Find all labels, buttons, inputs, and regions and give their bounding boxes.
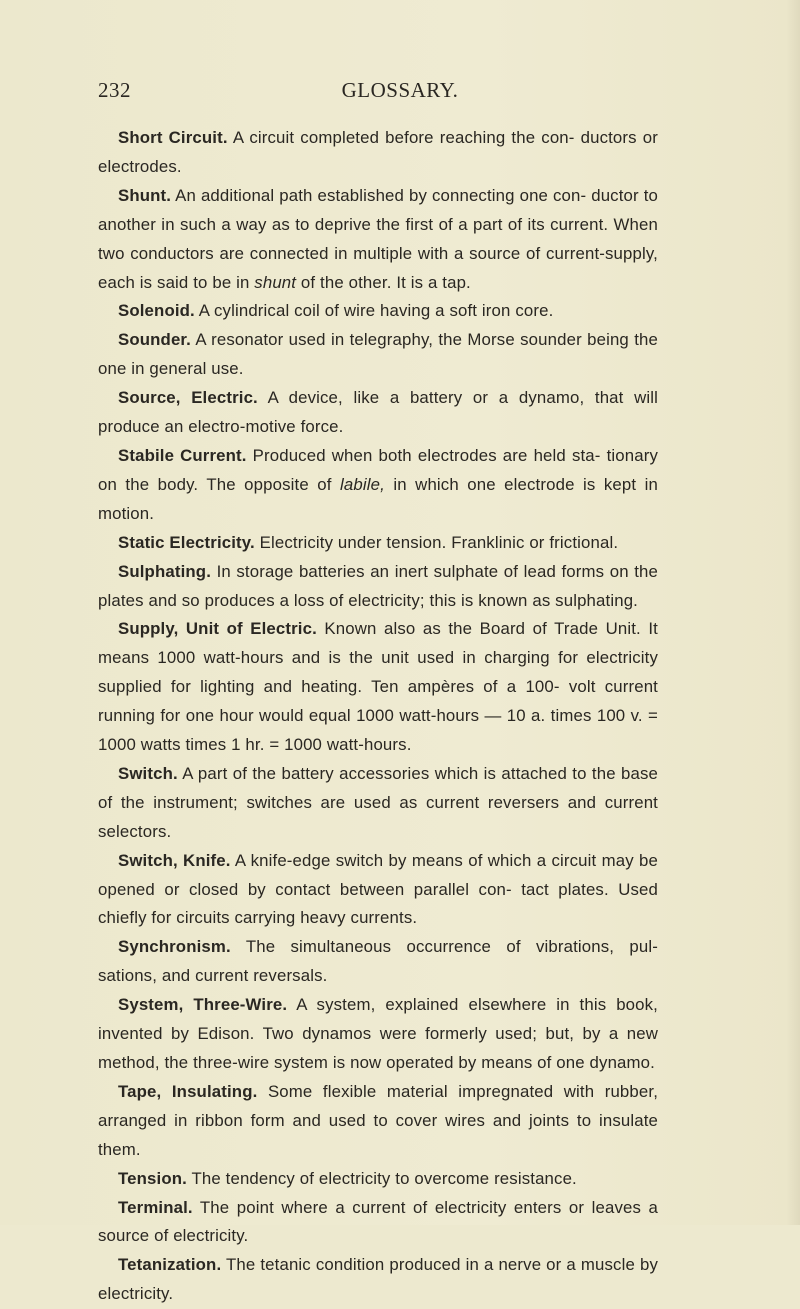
glossary-definition: The tetanic condition produced in a nerve or a muscle by electricity.	[98, 1255, 658, 1304]
italic-word: labile,	[340, 474, 385, 494]
glossary-term: Sulphating.	[118, 561, 212, 581]
glossary-definition: An additional path established by connecting one con- ductor to another in such a way as to deprive the first of a part of its current. When two conductors are connected in multiple with a source of current-supply, each is said to be in	[98, 185, 659, 292]
glossary-definition: A cylindrical coil of wire having a soft iron core.	[198, 301, 554, 321]
glossary-entry	[98, 1078, 658, 1165]
glossary-entry	[98, 124, 658, 182]
glossary-definition: A circuit completed before reaching the con- ductors or electrodes.	[98, 128, 658, 176]
glossary-term: Switch.	[118, 763, 178, 783]
glossary-entry	[98, 529, 658, 558]
glossary-term: Source, Electric.	[118, 388, 258, 408]
glossary-term: System, Three-Wire.	[118, 995, 288, 1015]
glossary-entry	[98, 1251, 658, 1309]
glossary-term: Supply, Unit of Electric.	[118, 619, 317, 639]
page-number: 232	[98, 78, 131, 102]
glossary-entry	[98, 558, 658, 616]
glossary-definition: In storage batteries an inert sulphate of lead forms on the plates and so produces a loss of electricity; this is known as sulphating.	[98, 561, 659, 610]
glossary-term: Terminal.	[118, 1197, 193, 1217]
glossary-definition-continued: of the other. It is a tap.	[300, 272, 471, 292]
glossary-definition: The simultaneous occurrence of vibrations, pul- sations, and current reversals.	[98, 937, 658, 986]
glossary-entry	[98, 760, 658, 847]
glossary-entry	[98, 326, 658, 384]
glossary-definition: A part of the battery accessories which is attached to the base of the instrument; switches are used as current reversers and current selectors.	[98, 763, 658, 841]
glossary-term: Shunt.	[118, 185, 172, 205]
glossary-definition: Electricity under tension. Franklinic or frictional.	[259, 532, 619, 552]
running-head: GLOSSARY.	[341, 78, 459, 102]
glossary-term: Tension.	[118, 1168, 187, 1188]
glossary-entry	[98, 384, 658, 442]
glossary-entry	[98, 615, 658, 760]
glossary-definition: Some flexible material impregnated with rubber, arranged in ribbon form and used to cover wires and joints to insulate them.	[98, 1081, 659, 1159]
glossary-term: Stabile Current.	[118, 445, 247, 465]
glossary-entry	[98, 1165, 658, 1194]
glossary-entry	[98, 933, 658, 991]
glossary-term: Synchronism.	[118, 937, 231, 957]
glossary-body	[98, 124, 658, 1309]
italic-word: shunt	[254, 272, 297, 292]
glossary-entry	[98, 847, 658, 934]
glossary-definition: A system, explained elsewhere in this book, invented by Edison. Two dynamos were formerly used; but, by a new method, the three-wire system is now operated by means of one dynamo.	[98, 995, 658, 1072]
glossary-entry	[98, 297, 658, 326]
glossary-definition: A device, like a battery or a dynamo, that will produce an electro-motive force.	[98, 388, 658, 437]
glossary-term: Tape, Insulating.	[118, 1081, 258, 1101]
glossary-definition: The tendency of electricity to overcome resistance.	[191, 1168, 577, 1188]
glossary-entry	[98, 442, 658, 529]
glossary-definition-continued: in which one electrode is kept in motion.	[98, 474, 658, 523]
page-edge-shadow	[786, 0, 800, 1225]
glossary-entry	[98, 991, 658, 1078]
glossary-term: Static Electricity.	[118, 532, 255, 552]
glossary-entry	[98, 182, 658, 298]
glossary-definition: A resonator used in telegraphy, the Morse sounder being the one in general use.	[98, 330, 658, 379]
page-header	[98, 78, 702, 112]
glossary-definition: A knife-edge switch by means of which a circuit may be opened or closed by contact between parallel con- tact plates. Used chiefly for circuits carrying heavy currents.	[98, 850, 658, 928]
glossary-term: Tetanization.	[118, 1255, 222, 1275]
glossary-entry	[98, 1194, 658, 1252]
glossary-term: Solenoid.	[118, 301, 195, 321]
glossary-term: Switch, Knife.	[118, 850, 231, 870]
glossary-term: Short Circuit.	[118, 128, 228, 147]
glossary-definition: The point where a current of electricity enters or leaves a source of electricity.	[98, 1197, 658, 1246]
glossary-definition: Known also as the Board of Trade Unit. It means 1000 watt-hours and is the unit used in charging for electricity supplied for lighting and heating. Ten ampères of a 100- volt current running for one hour would equal 1000 watt-hours — 10 a. times 100 v. = 1000 watts times 1 hr. = 1000 watt-hours.	[98, 619, 658, 755]
glossary-term: Sounder.	[118, 330, 191, 350]
glossary-definition: Produced when both electrodes are held sta- tionary on the body. The opposite of	[98, 445, 658, 494]
